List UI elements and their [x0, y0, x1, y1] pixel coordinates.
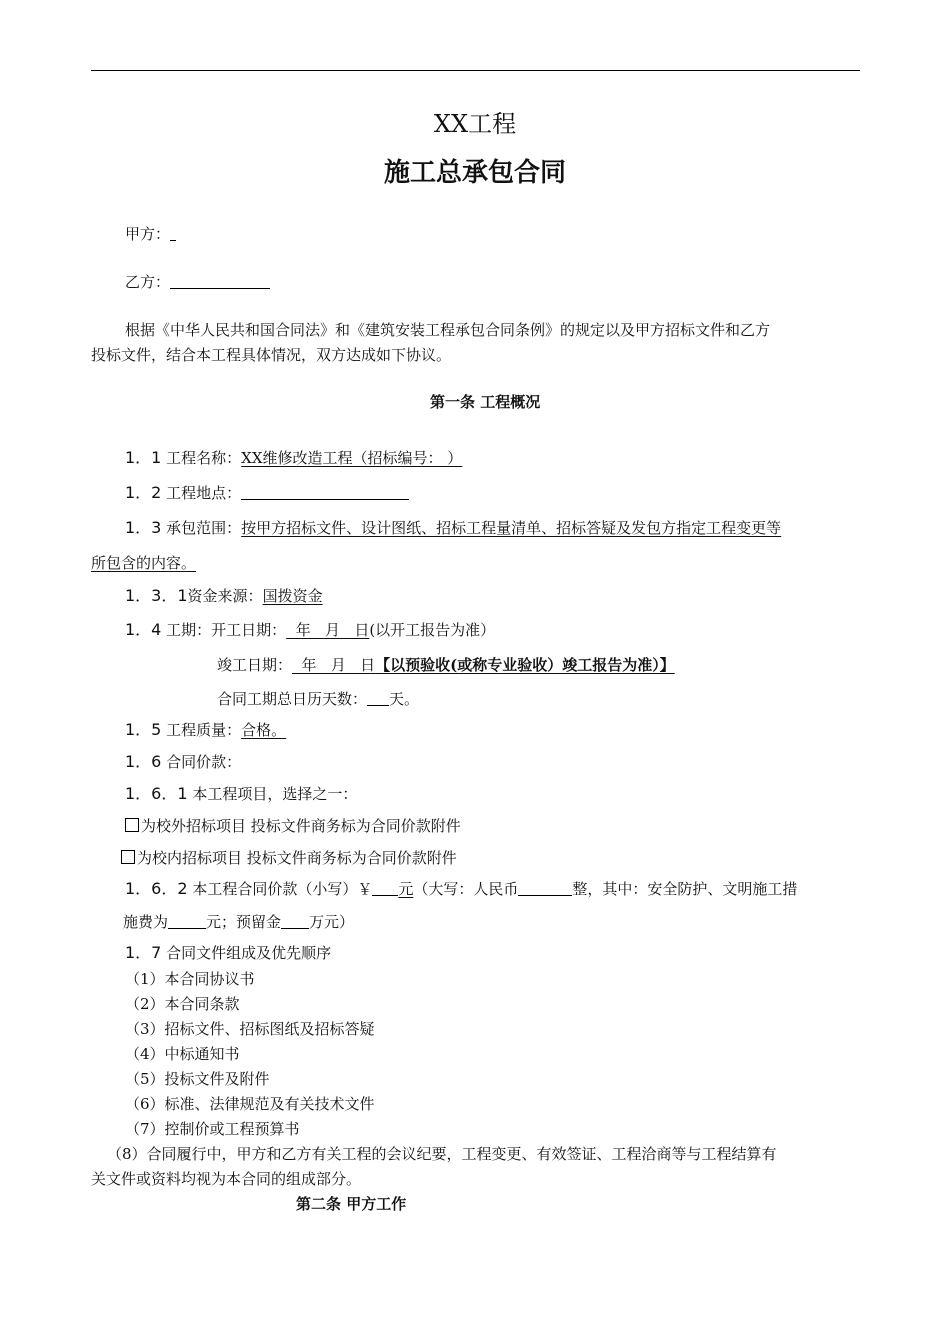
section-num: 1．3．1 [125, 586, 188, 605]
section-1-3-1 [125, 586, 323, 606]
section-num: 1．7 [125, 943, 162, 962]
section-1-6-2-cont [123, 912, 354, 932]
party-b-line [125, 272, 270, 292]
total-days-unit: 天。 [389, 690, 420, 708]
list-item: （7）控制价或工程预算书 [125, 1120, 300, 1138]
section-1-3-cont [91, 553, 196, 573]
section-num: 1．1 [125, 448, 162, 467]
quality-value: 合格。 [241, 721, 287, 739]
list-item: （5）投标文件及附件 [125, 1070, 270, 1088]
section-label: 工程地点： [166, 484, 242, 502]
price-lowercase-label: 本工程合同价款（小写）￥ [192, 880, 373, 898]
list-item: （2）本合同条款 [125, 995, 240, 1013]
option-external-label: 为校外招标项目 投标文件商务标为合同价款附件 [141, 817, 461, 835]
section-1-7 [125, 943, 331, 963]
party-a-label: 甲方： [125, 225, 171, 243]
completion-date-note: 【以预验收(或称专业验收）竣工报告为准）】 [375, 656, 675, 674]
section-label: 承包范围： [166, 519, 242, 537]
section-num: 1．2 [125, 483, 162, 502]
article-1-title: 第一条 工程概况 [430, 393, 541, 411]
project-location-blank[interactable] [241, 483, 409, 500]
section-num: 1．6 [125, 752, 162, 771]
list-item: （1）本合同协议书 [125, 970, 255, 988]
scope-value-2: 所包含的内容。 [91, 554, 197, 572]
start-date-value[interactable]: 年 月 日 [286, 621, 370, 639]
reserve-fund-unit: 万元） [309, 913, 355, 931]
list-item: （4）中标通知书 [125, 1045, 240, 1063]
total-days-line [217, 689, 419, 709]
intro-line-2: 投标文件，结合本工程具体情况，双方达成如下协议。 [91, 346, 452, 364]
section-label: 合同价款： [166, 753, 242, 771]
section-1-4 [125, 620, 495, 640]
doc-title: XX工程 [433, 110, 517, 138]
section-1-5 [125, 720, 286, 740]
section-label: 工程名称： [166, 449, 242, 467]
completion-date-line [217, 655, 675, 675]
section-1-6-1 [125, 784, 357, 804]
price-uppercase-label: （大写：人民币 [413, 880, 519, 898]
total-days-blank[interactable] [367, 689, 389, 706]
section-1-6-2 [125, 879, 797, 899]
price-uppercase-blank[interactable] [518, 879, 572, 896]
price-lowercase-blank[interactable] [372, 879, 398, 896]
list-item: （3）招标文件、招标图纸及招标答疑 [125, 1020, 375, 1038]
list-item: （6）标准、法律规范及有关技术文件 [125, 1095, 375, 1113]
item-8-line-2: 关文件或资料均视为本合同的组成部分。 [91, 1170, 362, 1188]
section-num: 1．4 [125, 620, 162, 639]
party-a-line [125, 224, 176, 244]
project-name-value: XX维修改造工程（招标编号： ） [241, 449, 463, 467]
fund-source-value: 国拨资金 [262, 587, 323, 605]
section-num: 1．5 [125, 720, 162, 739]
price-unit: 元 [398, 880, 414, 898]
completion-date-label: 竣工日期： [217, 656, 293, 674]
total-days-label: 合同工期总日历天数： [217, 690, 368, 708]
section-1-2 [125, 483, 409, 503]
item-8-line-1: （8）合同履行中，甲方和乙方有关工程的会议纪要，工程变更、有效签证、工程洽商等与工程结算有 [107, 1145, 777, 1163]
party-b-blank[interactable] [170, 272, 270, 289]
article-2-title: 第二条 甲方工作 [296, 1195, 407, 1213]
section-num: 1．6．1 [125, 784, 188, 803]
scope-value-1: 按甲方招标文件、设计图纸、招标工程量清单、招标答疑及发包方指定工程变更等 [241, 519, 782, 537]
section-num: 1．3 [125, 518, 162, 537]
reserve-fund-label: 元；预留金 [206, 913, 282, 931]
option-internal[interactable] [121, 848, 457, 868]
safety-fee-label: 施费为 [123, 913, 169, 931]
section-label: 工期：开工日期： [166, 621, 287, 639]
start-date-note: (以开工报告为准） [369, 621, 496, 639]
option-external[interactable] [125, 816, 461, 836]
checkbox-external[interactable] [125, 818, 139, 832]
checkbox-internal[interactable] [121, 850, 135, 864]
section-1-6 [125, 752, 241, 772]
section-1-3 [125, 518, 781, 538]
section-label: 工程质量： [166, 721, 242, 739]
section-label: 资金来源： [187, 587, 263, 605]
party-b-label: 乙方： [125, 273, 171, 291]
doc-subtitle: 施工总承包合同 [383, 158, 566, 188]
section-label: 本工程项目，选择之一： [192, 785, 358, 803]
reserve-fund-blank[interactable] [281, 912, 309, 929]
option-internal-label: 为校内招标项目 投标文件商务标为合同价款附件 [137, 849, 457, 867]
section-label: 合同文件组成及优先顺序 [166, 944, 332, 962]
section-1-1 [125, 448, 462, 468]
intro-line-1: 根据《中华人民共和国合同法》和《建筑安装工程承包合同条例》的规定以及甲方招标文件和乙方 [125, 321, 771, 339]
header-rule [91, 70, 860, 71]
section-num: 1．6．2 [125, 879, 188, 898]
safety-fee-blank[interactable] [168, 912, 206, 929]
party-a-blank[interactable] [170, 224, 176, 241]
price-tail-text: 整，其中：安全防护、文明施工措 [572, 880, 798, 898]
completion-date-value[interactable]: 年 月 日 [292, 656, 376, 674]
